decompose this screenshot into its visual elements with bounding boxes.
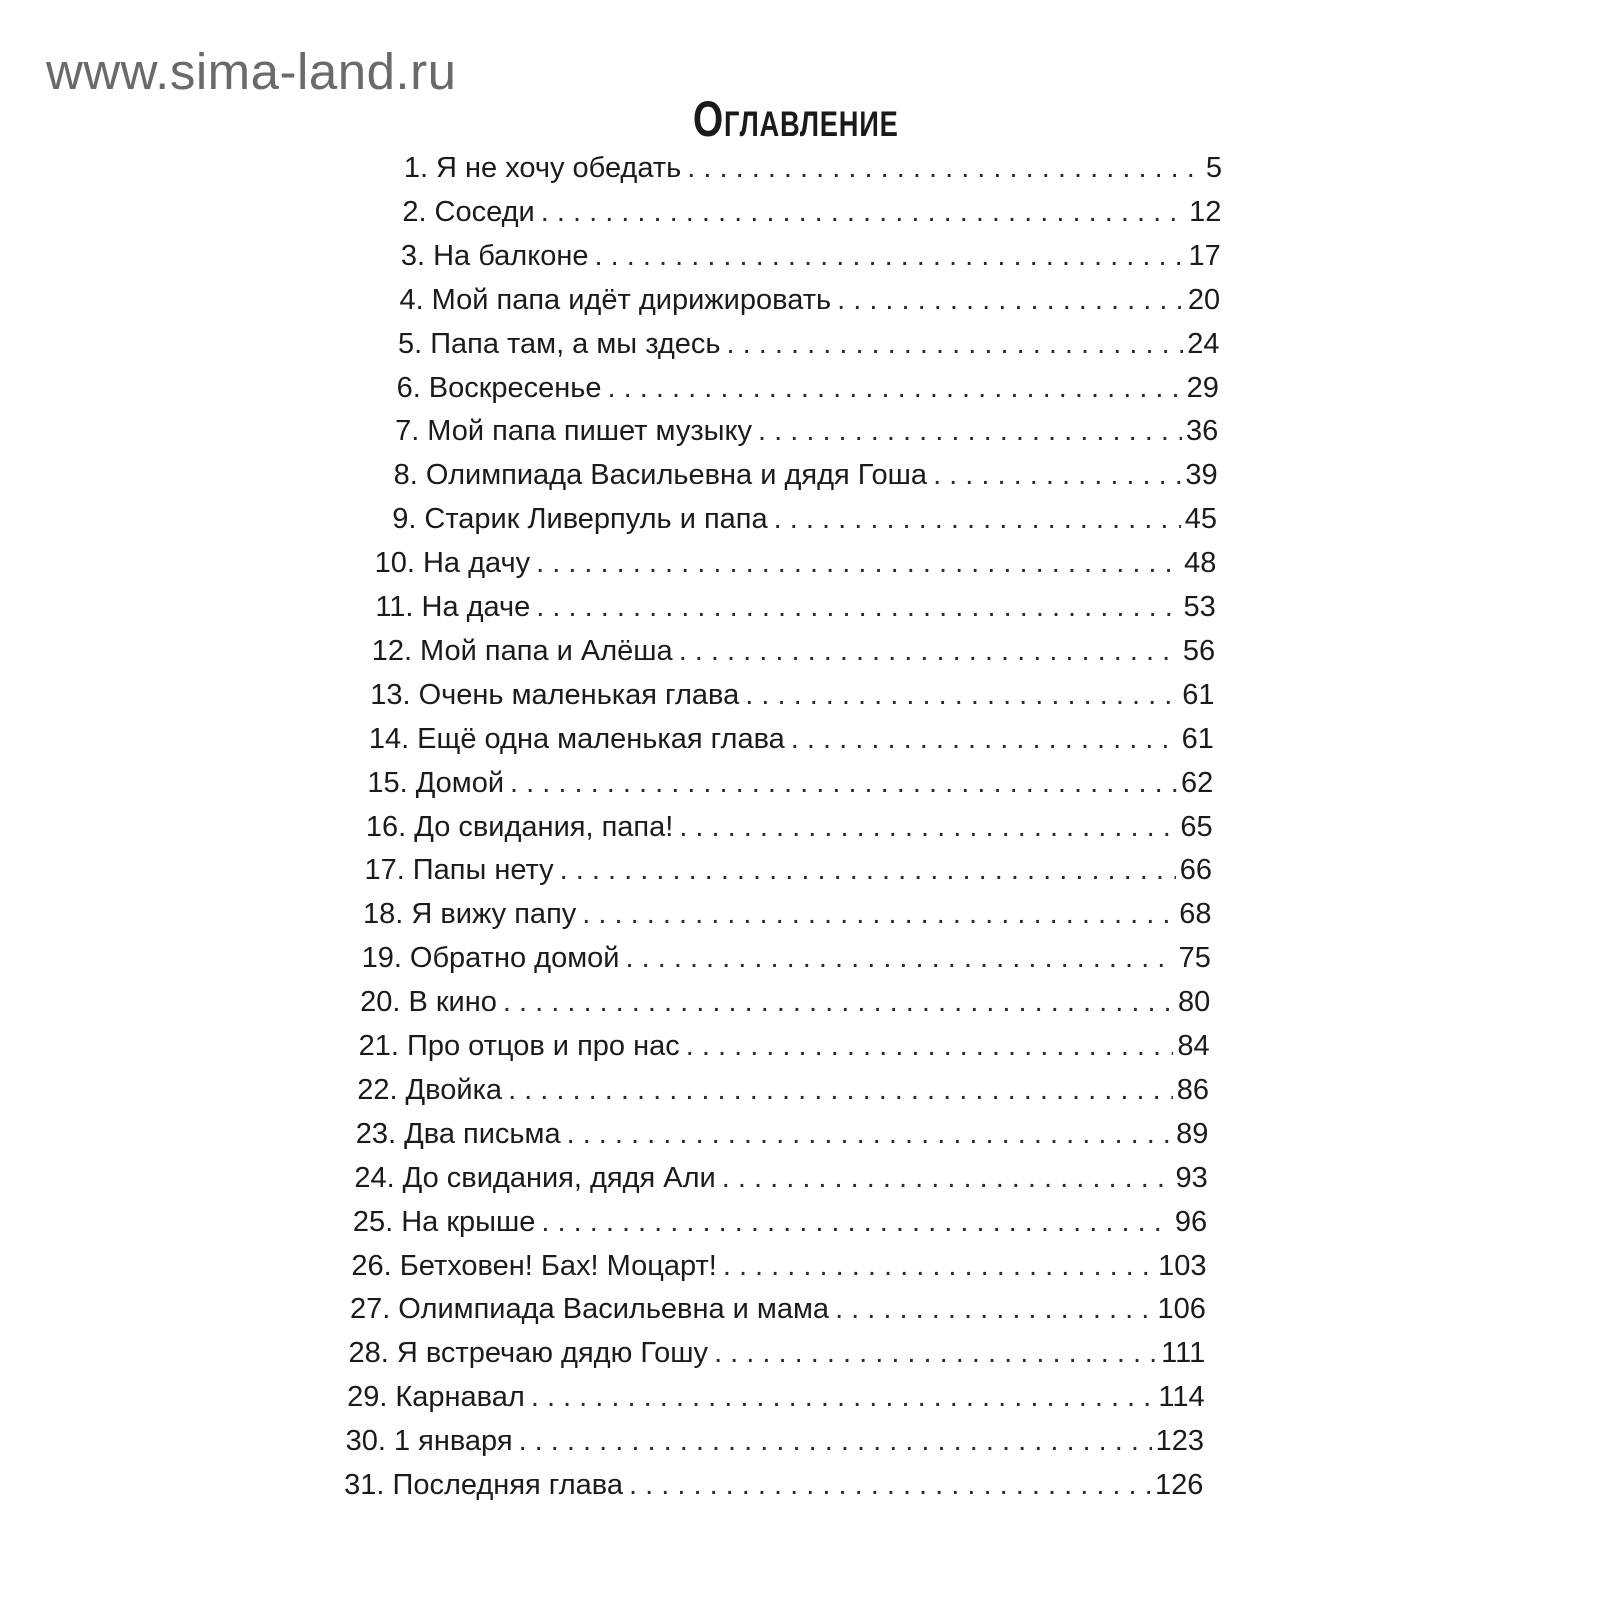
toc-entry-page: 5 xyxy=(1205,152,1222,184)
toc-entry-number: 25. xyxy=(352,1205,394,1238)
toc-entry-number: 3. xyxy=(400,239,426,272)
toc-entry xyxy=(338,762,1214,804)
toc-entry-number: 12. xyxy=(371,634,413,667)
toc-dot-leader xyxy=(933,454,1181,496)
toc-entry xyxy=(349,410,1218,452)
toc-entry-title: Папы нету xyxy=(412,854,554,887)
toc-entry-number: 31. xyxy=(344,1469,385,1501)
toc-dot-leader xyxy=(722,1157,1172,1199)
toc-entry-page: 89 xyxy=(1176,1117,1209,1150)
toc-dot-leader xyxy=(791,718,1178,760)
toc-entry xyxy=(326,1113,1208,1155)
toc-dot-leader xyxy=(567,1113,1173,1155)
toc-entry-number: 7. xyxy=(395,415,420,448)
toc-dot-leader xyxy=(531,1376,1155,1418)
toc-entry-number: 29. xyxy=(347,1381,388,1414)
toc-entry xyxy=(348,454,1218,496)
toc-entry-number: 20. xyxy=(360,986,401,1019)
toc-entry-page: 45 xyxy=(1184,503,1218,536)
toc-entry xyxy=(330,981,1210,1023)
toc-entry xyxy=(342,630,1215,672)
toc-entry-title: До свидания, папа! xyxy=(414,810,674,843)
toc-entry-number: 19. xyxy=(361,942,402,975)
toc-entry-title: Обратно домой xyxy=(409,942,620,975)
toc-entry-page: 93 xyxy=(1175,1161,1208,1194)
toc-dot-leader xyxy=(595,235,1185,277)
toc-entry-title: Про отцов и про нас xyxy=(407,1030,680,1062)
toc-entry xyxy=(351,367,1219,409)
toc-entry-page: 114 xyxy=(1158,1381,1205,1414)
toc-entry-title: 1 января xyxy=(393,1425,513,1458)
toc-entry xyxy=(345,542,1216,584)
toc-dot-leader xyxy=(686,1025,1174,1067)
toc-entry-number: 13. xyxy=(370,678,411,711)
toc-entry-page: 61 xyxy=(1182,678,1215,711)
watermark-url: www.sima-land.ru xyxy=(46,43,457,100)
toc-entry-page: 56 xyxy=(1182,634,1216,667)
toc-entry-number: 1. xyxy=(403,152,428,184)
toc-entry-page: 36 xyxy=(1186,415,1219,448)
toc-entry-title: Два письма xyxy=(404,1117,561,1150)
toc-entry xyxy=(335,849,1212,891)
toc-entry-title: Воскресенье xyxy=(428,371,602,404)
toc-entry-title: Олимпиада Васильевна и мама xyxy=(398,1293,830,1326)
toc-entry-number: 22. xyxy=(357,1073,398,1106)
toc-entry-title: Я вижу папу xyxy=(411,898,577,931)
toc-entry xyxy=(332,937,1211,979)
toc-entry xyxy=(320,1288,1206,1330)
toc-entry-page: 80 xyxy=(1177,986,1211,1019)
toc-entry xyxy=(328,1069,1209,1111)
toc-entry-number: 4. xyxy=(399,283,424,316)
toc-entry-number: 28. xyxy=(348,1337,389,1370)
toc-entry xyxy=(325,1157,1208,1199)
toc-entry-title: Последняя глава xyxy=(392,1469,623,1501)
toc-entry xyxy=(333,893,1211,935)
toc-entry xyxy=(317,1376,1204,1418)
toc-dot-leader xyxy=(510,762,1177,804)
toc-entry-number: 9. xyxy=(392,503,417,536)
toc-entry-title: Бетховен! Бах! Моцарт! xyxy=(399,1249,717,1282)
page-title: Оглавление xyxy=(692,90,899,147)
toc-entry-page: 123 xyxy=(1155,1425,1204,1458)
toc-entry xyxy=(346,498,1217,540)
toc-entry-number: 5. xyxy=(398,327,423,360)
toc-entry-number: 6. xyxy=(396,371,421,404)
toc-entry-page: 66 xyxy=(1179,854,1213,887)
toc-dot-leader xyxy=(608,367,1183,409)
toc-entry-title: Мой папа идёт дирижировать xyxy=(431,283,832,316)
toc-dot-leader xyxy=(723,1245,1154,1287)
toc-entry xyxy=(322,1245,1207,1287)
toc-entry-page: 68 xyxy=(1179,898,1212,931)
toc-entry-page: 84 xyxy=(1177,1030,1210,1062)
toc-entry xyxy=(323,1201,1207,1243)
toc-entry-title: На крыше xyxy=(401,1205,536,1238)
toc-entry-page: 17 xyxy=(1188,239,1221,272)
toc-dot-leader xyxy=(679,630,1179,672)
toc-entry-title: Олимпиада Васильевна и дядя Гоша xyxy=(425,459,928,492)
toc-entry-number: 30. xyxy=(345,1425,386,1458)
toc-entry xyxy=(355,235,1221,277)
toc-dot-leader xyxy=(835,1288,1153,1330)
toc-entry-page: 20 xyxy=(1187,283,1221,316)
toc-entry-title: Я встречаю дядю Гошу xyxy=(396,1337,709,1370)
toc-entry-title: Соседи xyxy=(434,195,535,228)
toc-dot-leader xyxy=(582,893,1175,935)
toc-dot-leader xyxy=(536,586,1179,628)
toc-entry xyxy=(344,586,1216,628)
toc-entry-number: 15. xyxy=(367,766,408,799)
toc-entry-title: На даче xyxy=(421,591,531,623)
toc-entry-page: 53 xyxy=(1183,591,1216,623)
toc-entry-page: 111 xyxy=(1161,1337,1206,1370)
toc-entry xyxy=(329,1025,1210,1067)
toc-entry-title: Карнавал xyxy=(395,1381,525,1414)
toc-entry-number: 18. xyxy=(363,898,404,931)
toc-entry-page: 96 xyxy=(1174,1205,1208,1238)
toc-entry-number: 24. xyxy=(354,1161,395,1194)
toc-entry xyxy=(358,147,1222,189)
toc-entry-title: Мой папа пишет музыку xyxy=(427,415,752,448)
toc-entry-page: 61 xyxy=(1181,722,1214,755)
toc-entry-number: 26. xyxy=(351,1249,392,1282)
toc-entry-page: 75 xyxy=(1178,942,1211,975)
toc-entry-page: 126 xyxy=(1155,1469,1204,1501)
toc-entry-number: 11. xyxy=(375,591,414,623)
toc-entry-page: 103 xyxy=(1158,1249,1207,1282)
toc-entry-title: Домой xyxy=(415,766,505,799)
toc-dot-leader xyxy=(519,1420,1152,1462)
toc-dot-leader xyxy=(679,806,1176,848)
toc-entry-title: В кино xyxy=(408,986,497,1019)
toc-entry-title: Мой папа и Алёша xyxy=(420,634,673,667)
toc-entry-title: Ещё одна маленькая глава xyxy=(417,722,785,755)
toc-entry-number: 17. xyxy=(364,854,405,887)
toc-entry-page: 65 xyxy=(1180,810,1213,843)
toc-dot-leader xyxy=(837,279,1184,321)
toc-entry-number: 8. xyxy=(393,459,418,492)
toc-dot-leader xyxy=(687,147,1202,189)
toc-entry-number: 16. xyxy=(365,810,407,843)
toc-entry-title: До свидания, дядя Али xyxy=(402,1161,716,1194)
toc-entry-number: 21. xyxy=(358,1030,399,1062)
toc-entry-title: Очень маленькая глава xyxy=(418,678,740,711)
toc-entry-page: 39 xyxy=(1185,459,1218,492)
toc-entry xyxy=(336,806,1212,848)
toc-dot-leader xyxy=(560,849,1176,891)
toc-entry xyxy=(316,1420,1204,1462)
toc-entry-number: 14. xyxy=(368,722,410,755)
toc-dot-leader xyxy=(541,191,1185,233)
toc-entry-title: На дачу xyxy=(422,547,531,580)
toc-entry-number: 2. xyxy=(402,195,427,228)
toc-entry-page: 12 xyxy=(1189,195,1222,228)
toc-dot-leader xyxy=(727,323,1184,365)
toc-dot-leader xyxy=(508,1069,1173,1111)
toc-entry xyxy=(339,718,1214,760)
toc-dot-leader xyxy=(629,1464,1151,1506)
toc-entry-title: Я не хочу обедать xyxy=(436,152,682,184)
toc-entry-title: Папа там, а мы здесь xyxy=(430,327,721,360)
toc-dot-leader xyxy=(503,981,1174,1023)
toc-entry-page: 62 xyxy=(1181,766,1214,799)
toc-dot-leader xyxy=(758,410,1182,452)
toc-entry-page: 29 xyxy=(1186,371,1219,404)
toc-entry xyxy=(357,191,1222,233)
toc-dot-leader xyxy=(774,498,1181,540)
toc-entry-number: 27. xyxy=(349,1293,391,1326)
toc-entry-title: Старик Ливерпуль и папа xyxy=(424,503,768,536)
toc-dot-leader xyxy=(625,937,1174,979)
toc-entry xyxy=(354,279,1220,321)
toc-entry-title: На балконе xyxy=(433,239,589,272)
toc-entry-page: 48 xyxy=(1184,547,1217,580)
toc-entry xyxy=(352,323,1219,365)
toc-dot-leader xyxy=(714,1332,1157,1374)
toc-entry xyxy=(315,1464,1204,1506)
toc-dot-leader xyxy=(745,674,1178,716)
toc-dot-leader xyxy=(541,1201,1170,1243)
toc-dot-leader xyxy=(536,542,1180,584)
toc-entry xyxy=(341,674,1215,716)
toc-entry-page: 24 xyxy=(1187,327,1220,360)
toc-entry xyxy=(319,1332,1205,1374)
toc-entry-page: 86 xyxy=(1176,1073,1209,1106)
toc-entry-number: 10. xyxy=(374,547,415,580)
toc-entry-title: Двойка xyxy=(405,1073,503,1106)
toc-entry-number: 23. xyxy=(355,1117,397,1150)
toc-entry-page: 106 xyxy=(1157,1293,1206,1326)
